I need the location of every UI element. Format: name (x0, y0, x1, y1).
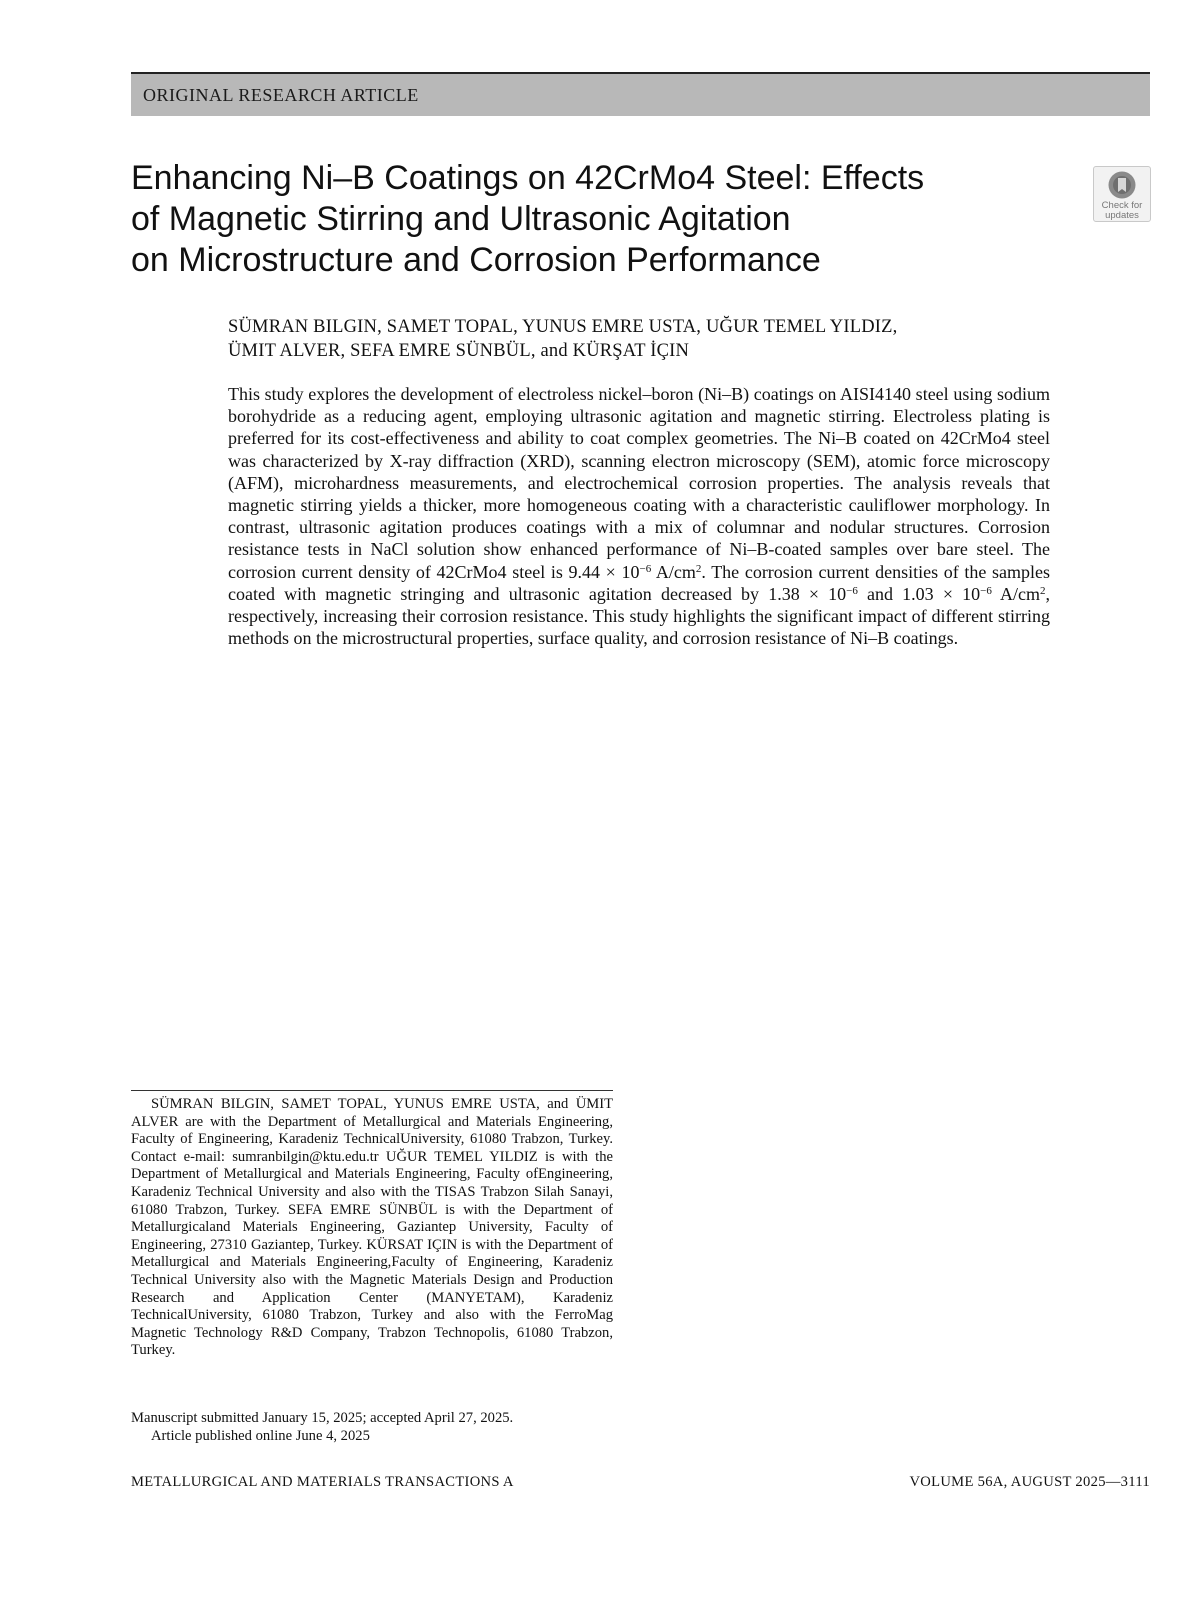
title-line: on Microstructure and Corrosion Performance (131, 241, 821, 279)
publication-date: Article published online June 4, 2025 (151, 1428, 370, 1444)
manuscript-dates (131, 1409, 651, 1445)
article-title (131, 158, 1031, 281)
bookmark-icon (1107, 170, 1137, 200)
volume-page: VOLUME 56A, AUGUST 2025—3111 (909, 1474, 1150, 1490)
article-type-label: ORIGINAL RESEARCH ARTICLE (143, 84, 419, 105)
footnote-divider (131, 1090, 613, 1091)
abstract: This study explores the development of electroless nickel–boron (Ni–B) coatings on AISI4140 steel using sodium borohydride as a reducing agent, employing ultrasonic agitation and magnetic stirring. Electroless plating is preferred for its cost-effectiveness and ability to coat complex geometries. The Ni–B coated on 42CrMo4 steel was characterized by X-ray diffraction (XRD), scanning electron microscopy (SEM), atomic force microscopy (AFM), microhardness measurements, and electrochemical corrosion properties. The analysis reveals that magnetic stirring yields a thicker, more homogeneous coating with a characteristic cauliflower morphology. In contrast, ultrasonic agitation produces coatings with a mix of columnar and nodular structures. Corrosion resistance tests in NaCl solution show enhanced performance of Ni–B-coated samples over bare steel. The corrosion current density of 42CrMo4 steel is $9.44 \times 10^{-6}$ $A/cm^2$. The corrosion current densities of the samples coated with magnetic stringing and ultrasonic agitation decreased by $1.38 \times 10^{-6}$ and $1.03 \times 10^{-6}$ $A/cm^2$, respectively, increasing their corrosion resistance. This study highlights the significant impact of different stirring methods on the microstructural properties, surface quality, and corrosion resistance of Ni–B coatings. (228, 384, 1051, 649)
author-list (228, 315, 1058, 363)
journal-name: METALLURGICAL AND MATERIALS TRANSACTIONS A (131, 1474, 514, 1490)
author-line: SÜMRAN BILGIN, SAMET TOPAL, YUNUS EMRE USTA, UĞUR TEMEL YILDIZ, (228, 317, 898, 337)
affiliation-footnote: SÜMRAN BILGIN, SAMET TOPAL, YUNUS EMRE USTA, and ÜMIT ALVER are with the Department of Metallurgical and Materials Engineering, Faculty of Engineering, Karadeniz TechnicalUniversity, 61080 Trabzon, Turkey. Contact e-mail: sumranbilgin@ktu.edu.tr UĞUR TEMEL YILDIZ is with the Department of Metallurgical and Materials Engineering, Faculty ofEngineering, Karadeniz Technical University and also with the TISAS Trabzon Silah Sanayi, 61080 Trabzon, Turkey. SEFA EMRE SÜNBÜL is with the Department of Metallurgicaland Materials Engineering, Gaziantep University, Faculty of Engineering, 27310 Gaziantep, Turkey. KÜRSAT IÇIN is with the Department of Metallurgical and Materials Engineering,Faculty of Engineering, Karadeniz Technical University also with the Magnetic Materials Design and Production Research and Application Center (MANYETAM), Karadeniz TechnicalUniversity, 61080 Trabzon, Turkey and also with the FerroMag Magnetic Technology R&D Company, Trabzon Technopolis, 61080 Trabzon, Turkey. (131, 1096, 613, 1359)
author-line: ÜMIT ALVER, SEFA EMRE SÜNBÜL, and KÜRŞAT İÇIN (228, 341, 690, 361)
title-line: Enhancing Ni–B Coatings on 42CrMo4 Steel: Effects (131, 159, 925, 197)
submission-date: Manuscript submitted January 15, 2025; accepted April 27, 2025. (131, 1410, 514, 1426)
title-line: of Magnetic Stirring and Ultrasonic Agitation (131, 200, 791, 238)
check-for-updates-badge[interactable] (1093, 166, 1151, 222)
article-type-banner (131, 72, 1150, 116)
badge-label: Check for updates (1101, 200, 1143, 221)
